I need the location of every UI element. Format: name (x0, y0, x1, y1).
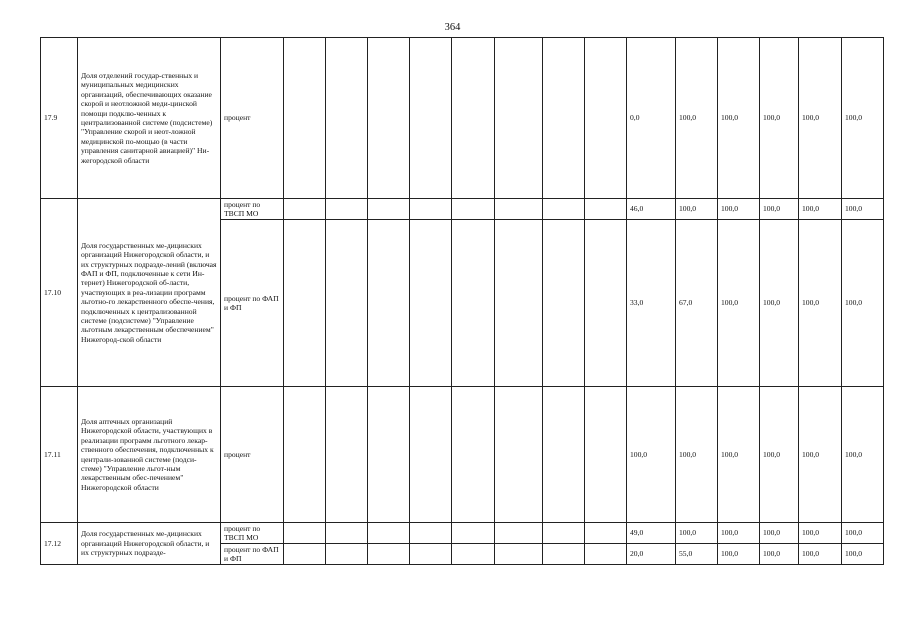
empty-cell (284, 523, 326, 544)
value-cell: 20,0 (627, 544, 676, 565)
empty-cell (410, 220, 452, 387)
value-cell: 100,0 (676, 387, 718, 523)
empty-cell (543, 38, 585, 199)
empty-cell (368, 199, 410, 220)
value-cell: 100,0 (760, 199, 799, 220)
empty-cell (368, 523, 410, 544)
value-cell: 100,0 (760, 544, 799, 565)
row-number: 17.12 (41, 523, 78, 565)
empty-cell (326, 220, 368, 387)
value-cell: 100,0 (842, 523, 884, 544)
indicator-description: Доля государственных ме-дицинских организаций Нижегородской области, и их структурных подразде- (78, 523, 221, 565)
empty-cell (368, 544, 410, 565)
empty-cell (368, 387, 410, 523)
value-cell: 100,0 (676, 199, 718, 220)
value-cell: 100,0 (799, 387, 842, 523)
empty-cell (585, 544, 627, 565)
row-number: 17.11 (41, 387, 78, 523)
empty-cell (543, 523, 585, 544)
value-cell: 100,0 (718, 199, 760, 220)
empty-cell (452, 220, 495, 387)
value-cell: 67,0 (676, 220, 718, 387)
row-number: 17.10 (41, 199, 78, 387)
empty-cell (326, 544, 368, 565)
empty-cell (495, 523, 543, 544)
empty-cell (410, 523, 452, 544)
empty-cell (284, 387, 326, 523)
value-cell: 100,0 (718, 38, 760, 199)
value-cell: 100,0 (760, 38, 799, 199)
value-cell: 100,0 (842, 387, 884, 523)
empty-cell (543, 387, 585, 523)
empty-cell (284, 38, 326, 199)
indicator-description: Доля аптечных организаций Нижегородской области, участвующих в реализации программ льготного лекар-ственного обеспечения, подключенных к централи-зованной системе (подси-стеме) "Управление льгот-ным лекарственным обес-печением" Нижегородской области (78, 387, 221, 523)
empty-cell (495, 199, 543, 220)
value-cell: 33,0 (627, 220, 676, 387)
unit-cell: процент по ФАП и ФП (221, 220, 284, 387)
empty-cell (495, 387, 543, 523)
empty-cell (452, 523, 495, 544)
empty-cell (452, 38, 495, 199)
empty-cell (543, 199, 585, 220)
empty-cell (585, 523, 627, 544)
value-cell: 100,0 (842, 544, 884, 565)
value-cell: 100,0 (799, 38, 842, 199)
empty-cell (284, 220, 326, 387)
empty-cell (585, 387, 627, 523)
table-row (41, 199, 905, 220)
page-number: 364 (444, 22, 461, 33)
empty-cell (284, 199, 326, 220)
value-cell: 100,0 (760, 387, 799, 523)
value-cell: 100,0 (799, 523, 842, 544)
empty-cell (410, 38, 452, 199)
value-cell: 0,0 (627, 38, 676, 199)
unit-cell: процент по ТВСП МО (221, 199, 284, 220)
unit-cell: процент по ФАП и ФП (221, 544, 284, 565)
table-row (41, 523, 905, 544)
empty-cell (585, 38, 627, 199)
value-cell: 100,0 (799, 199, 842, 220)
value-cell: 49,0 (627, 523, 676, 544)
value-cell: 100,0 (799, 220, 842, 387)
unit-cell: процент по ТВСП МО (221, 523, 284, 544)
empty-cell (585, 220, 627, 387)
empty-cell (410, 544, 452, 565)
value-cell: 100,0 (842, 199, 884, 220)
value-cell: 100,0 (676, 523, 718, 544)
value-cell: 100,0 (718, 523, 760, 544)
value-cell: 100,0 (718, 544, 760, 565)
empty-cell (495, 544, 543, 565)
empty-cell (495, 38, 543, 199)
unit-cell: процент (221, 387, 284, 523)
empty-cell (452, 544, 495, 565)
empty-cell (410, 199, 452, 220)
value-cell: 100,0 (627, 387, 676, 523)
empty-cell (452, 199, 495, 220)
value-cell: 100,0 (718, 220, 760, 387)
value-cell: 100,0 (799, 544, 842, 565)
empty-cell (284, 544, 326, 565)
empty-cell (543, 220, 585, 387)
table-row (41, 38, 905, 199)
value-cell: 100,0 (842, 220, 884, 387)
value-cell: 100,0 (718, 387, 760, 523)
indicator-table (40, 37, 905, 565)
value-cell: 100,0 (760, 220, 799, 387)
unit-cell: процент (221, 38, 284, 199)
row-number: 17.9 (41, 38, 78, 199)
empty-cell (495, 220, 543, 387)
indicator-description: Доля отделений государ-ственных и муниципальных медицинских организаций, обеспечивающих оказание скорой и неотложной меди-цинской помощи подклю-ченных к централизованной системе (подсистеме) "Управление скорой и неот-ложной медицинской по-мощью (в части управления санитарной авиацией)" Ни-жегородской области (78, 38, 221, 199)
value-cell: 100,0 (842, 38, 884, 199)
value-cell: 55,0 (676, 544, 718, 565)
indicator-description: Доля государственных ме-дицинских организаций Нижегородской области, и их структурных подразде-лений (включая ФАП и ФП, подключенные к сети Ин-тернет) Нижегородской об-ласти, участвующих в реа-лизации программ льготно-го лекарственного обеспе-чения, подключенных к централизованной системе (подсистеме) "Управление льготным лекарственным обеспечением" Нижегород-ской области (78, 199, 221, 387)
value-cell: 100,0 (760, 523, 799, 544)
empty-cell (452, 387, 495, 523)
empty-cell (326, 38, 368, 199)
empty-cell (543, 544, 585, 565)
table-body (41, 38, 905, 565)
empty-cell (368, 220, 410, 387)
empty-cell (410, 387, 452, 523)
empty-cell (585, 199, 627, 220)
value-cell: 100,0 (676, 38, 718, 199)
empty-cell (326, 387, 368, 523)
empty-cell (326, 523, 368, 544)
empty-cell (326, 199, 368, 220)
empty-cell (368, 38, 410, 199)
table-row (41, 387, 905, 523)
value-cell: 46,0 (627, 199, 676, 220)
